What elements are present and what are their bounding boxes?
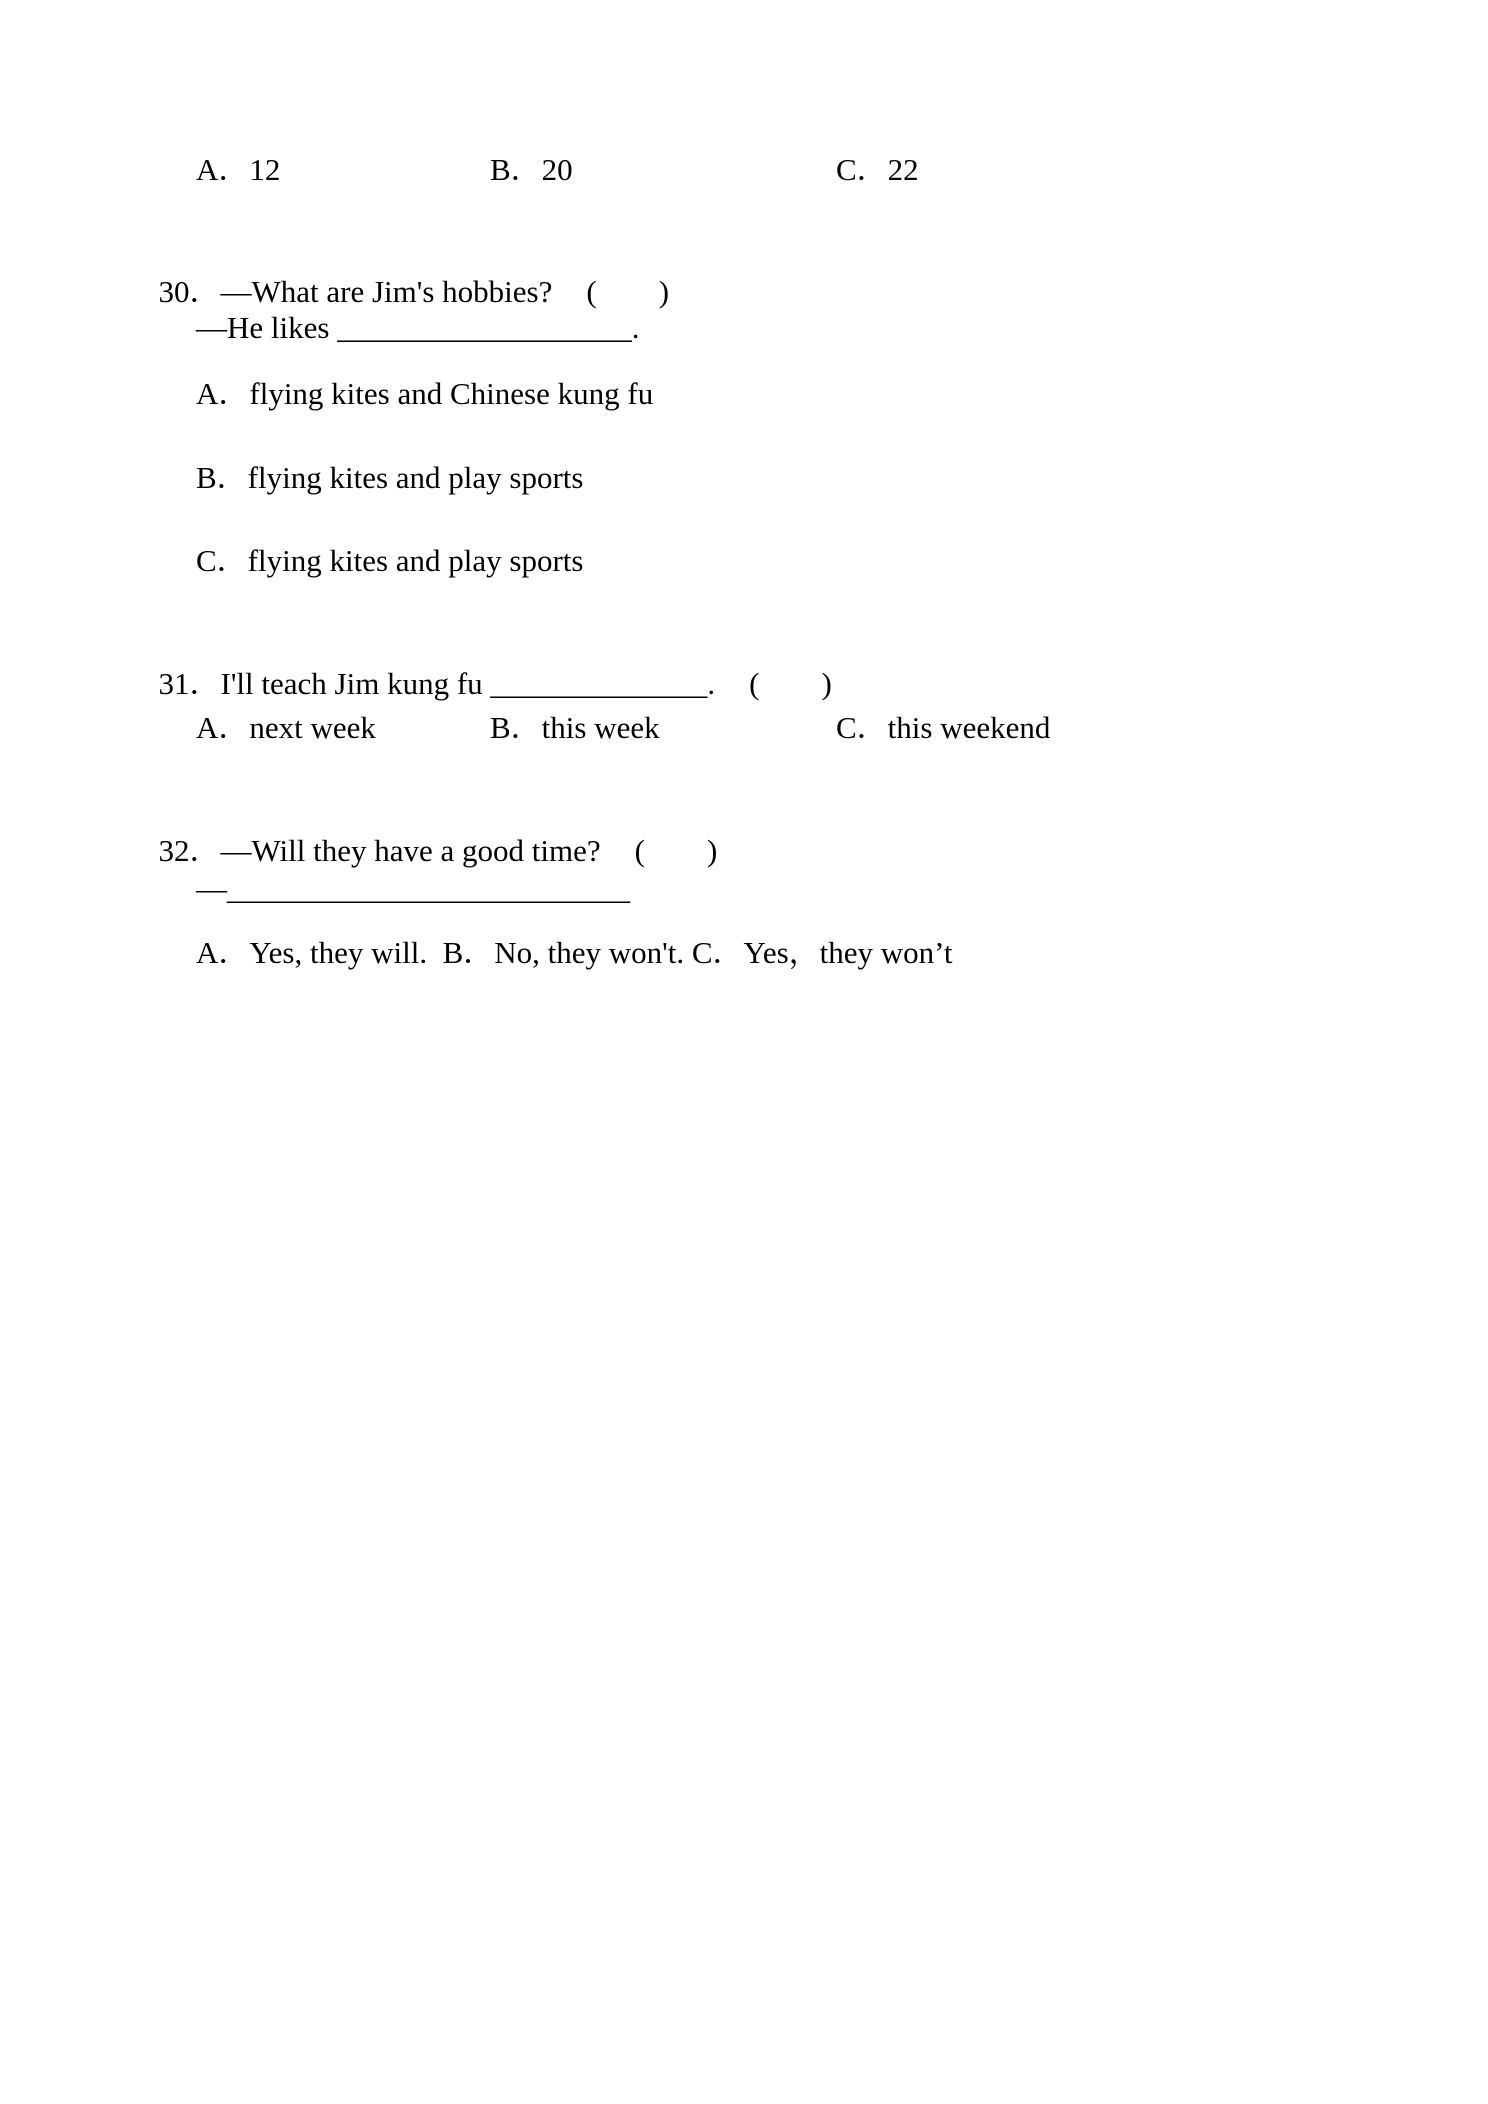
question-30 [143, 232, 669, 312]
question-30-option-a: A．flying kites and Chinese kung fu [196, 376, 654, 411]
q29-option-b: B．20 [490, 152, 573, 187]
q29-option-a: A．12 [196, 152, 281, 187]
question-30-reply: —He likes ___________________. [196, 310, 640, 345]
answer-paren-open: ( [634, 833, 645, 868]
question-32-reply: —__________________________ [196, 871, 630, 906]
question-32 [143, 791, 717, 871]
question-31-option-a: A．next week [196, 710, 376, 745]
q29-option-c: C．22 [836, 152, 919, 187]
answer-paren-close: ) [821, 666, 832, 701]
question-30-option-c: C．flying kites and play sports [196, 543, 584, 578]
question-30-option-b: B．flying kites and play sports [196, 460, 584, 495]
answer-paren-open: ( [749, 666, 760, 701]
question-31-option-c: C．this weekend [836, 710, 1051, 745]
question-31-stem: 31．I'll teach Jim kung fu ______________. [158, 666, 716, 701]
answer-paren-close: ) [658, 274, 670, 309]
question-30-stem: 30．—What are Jim's hobbies? [158, 274, 553, 309]
question-32-options: A．Yes, they will. B．No, they won't. C．Yes，they won’t [196, 935, 953, 970]
question-31-option-b: B．this week [490, 710, 660, 745]
question-31 [143, 624, 832, 704]
question-32-stem: 32．—Will they have a good time? [158, 833, 601, 868]
answer-paren-close: ) [706, 833, 718, 868]
answer-paren-open: ( [586, 274, 597, 309]
